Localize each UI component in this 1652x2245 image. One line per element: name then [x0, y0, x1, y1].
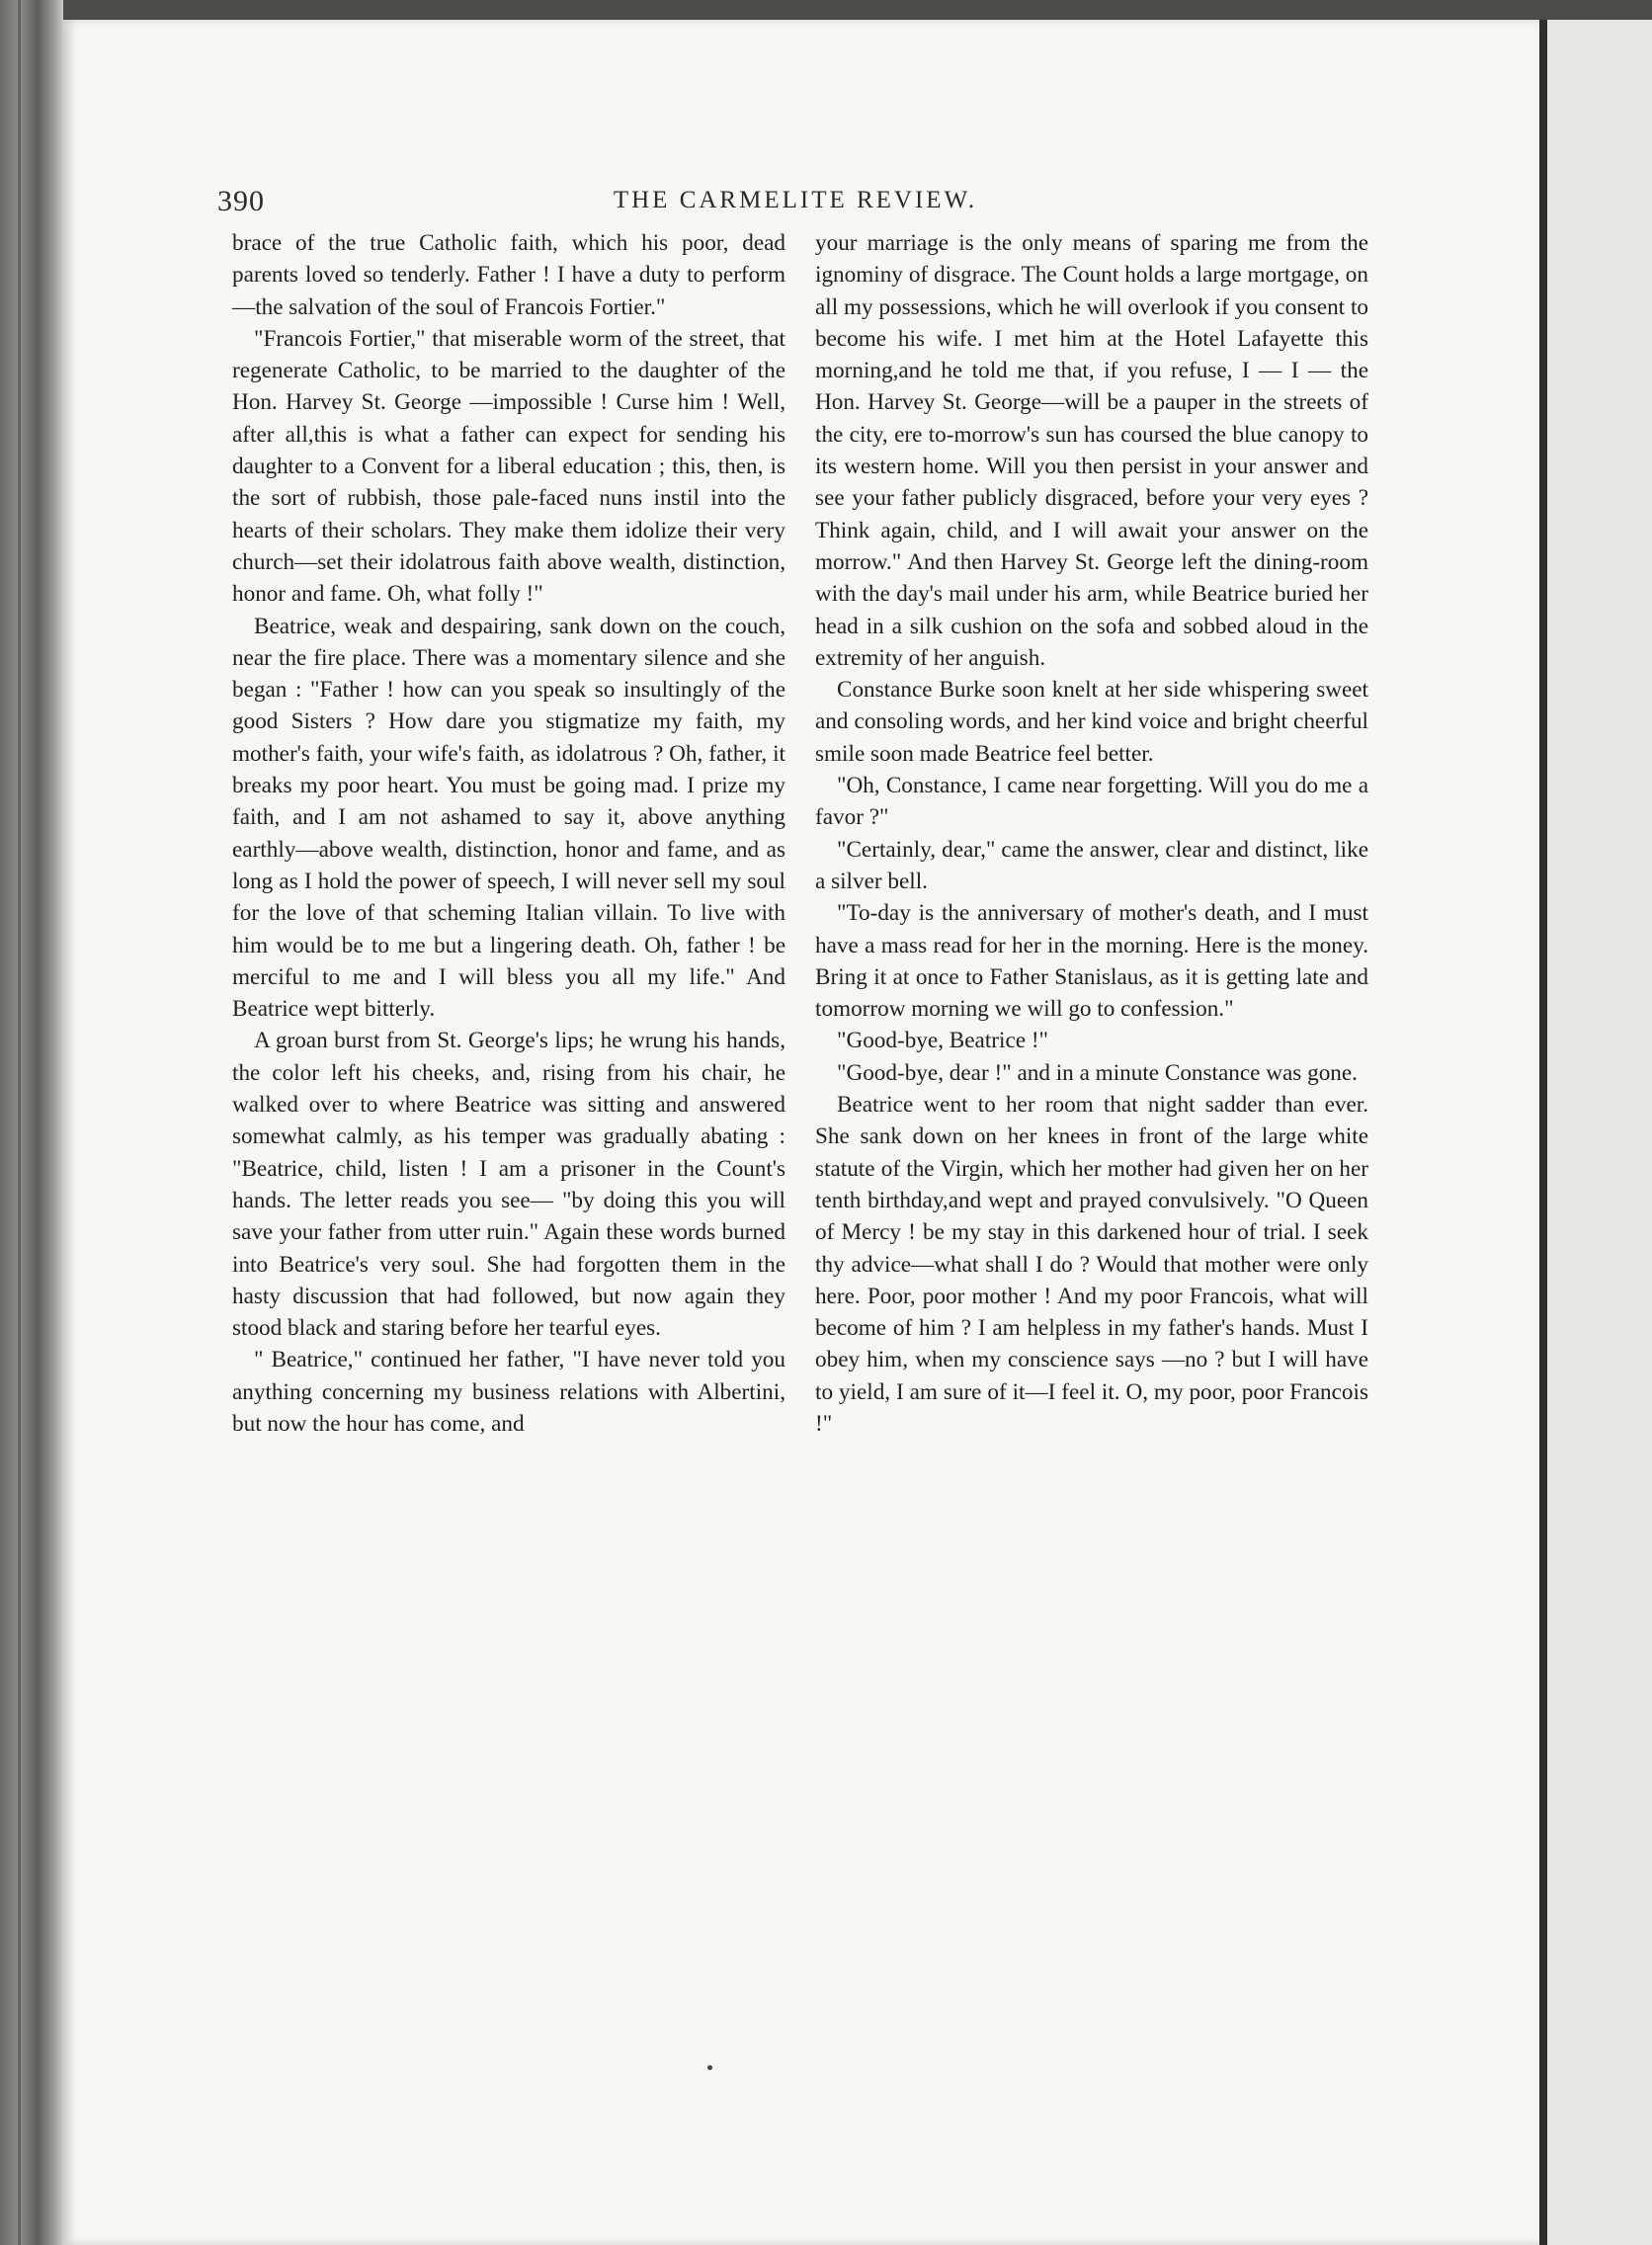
paragraph: Beatrice went to her room that night sadder than ever. She sank down on her knees in front of the large white statute of the Virgin, which her mother had given her on her tenth birthday,and wept and prayed convulsively. "O Queen of Mercy ! be my stay in this darkened hour of trial. I seek thy advice—what shall I do ? Would that mother were only here. Poor, poor mother ! And my poor Francois, what will become of him ? I am helpless in my father's hands. Must I obey him, when my conscience says —no ? but I will have to yield, I am sure of it—I feel it. O, my poor, poor Francois !" [815, 1092, 1368, 1437]
paragraph: your marriage is the only means of sparing me from the ignominy of disgrace. The Count holds a large mortgage, on all my possessions, which he will overlook if you consent to become his wife. I met him at the Hotel Lafayette this morning,and he told me that, if you refuse, I — I — the Hon. Harvey St. George—will be a pauper in the streets of the city, ere to-morrow's sun has coursed the blue canopy to its western home. Will you then persist in your answer and see your father publicly disgraced, before your very eyes ? Think again, child, and I will await your answer on the morrow." And then Harvey St. George left the dining-room with the day's mail under his arm, while Beatrice buried her head in a silk cushion on the sofa and sobbed aloud in the extremity of her anguish. [815, 230, 1368, 671]
paragraph: "Oh, Constance, I came near forgetting. Will you do me a favor ?" [815, 773, 1368, 831]
paragraph: A groan burst from St. George's lips; he wrung his hands, the color left his cheeks, and, rising from his chair, he walked over to where Beatrice was sitting and answered somewhat calmly, as his temper was gradually abating : "Beatrice, child, listen ! I am a prisoner in the Count's hands. The letter reads you see— "by doing this you will save your father from utter ruin." Again these words burned into Beatrice's very soul. She had forgotten them in the hasty discussion that had followed, but now again they stood black and staring before her tearful eyes. [232, 1028, 785, 1342]
ink-speck [707, 2065, 712, 2070]
book-spine [0, 0, 63, 2245]
page-number: 390 [217, 185, 265, 217]
page-edge [1539, 20, 1547, 2245]
spine-binding-line [18, 0, 21, 2245]
paragraph: brace of the true Catholic faith, which his poor, dead parents loved so tenderly. Father ! I have a duty to perform —the salvation of the soul of Francois Fortier." [232, 230, 785, 320]
paragraph: " Beatrice," continued her father, "I have never told you anything concerning my business relations with Albertini, but now the hour has come, and [232, 1347, 785, 1437]
page-header [217, 185, 1373, 224]
journal-title: THE CARMELITE REVIEW. [613, 187, 978, 213]
paragraph: "Good-bye, dear !" and in a minute Constance was gone. [837, 1059, 1358, 1086]
scan-top-border [0, 0, 1652, 22]
left-text-column [232, 227, 785, 1440]
scan-right-margin [1547, 20, 1652, 2245]
right-text-column [815, 227, 1368, 1440]
paragraph: Constance Burke soon knelt at her side whispering sweet and consoling words, and her kind voice and bright cheerful smile soon made Beatrice feel better. [815, 677, 1368, 767]
paragraph: Beatrice, weak and despairing, sank down on the couch, near the fire place. There was a momentary silence and she began : "Father ! how can you speak so insultingly of the good Sisters ? How dare you stigmatize my faith, my mother's faith, your wife's faith, as idolatrous ? Oh, father, it breaks my poor heart. You must be going mad. I prize my faith, and I am not ashamed to say it, above anything earthly—above wealth, distinction, honor and fame, and as long as I hold the power of speech, I will never sell my soul for the love of that scheming Italian villain. To live with him would be to me but a lingering death. Oh, father ! be merciful to me and I will bless you all my life." And Beatrice wept bitterly. [232, 613, 785, 1023]
paragraph: "Francois Fortier," that miserable worm of the street, that regenerate Catholic, to be married to the daughter of the Hon. Harvey St. George —impossible ! Curse him ! Well, after all,this is what a father can expect for sending his daughter to a Convent for a liberal education ; this, then, is the sort of rubbish, those pale-faced nuns instil into the hearts of their scholars. They make them idolize their very church—set their idolatrous faith above wealth, distinction, honor and fame. Oh, what folly !" [232, 325, 785, 608]
paragraph: "Certainly, dear," came the answer, clear and distinct, like a silver bell. [815, 836, 1368, 894]
paragraph: "Good-bye, Beatrice !" [837, 1028, 1049, 1054]
paragraph: "To-day is the anniversary of mother's death, and I must have a mass read for her in the morning. Here is the money. Bring it at once to Father Stanislaus, as it is getting late and tomorrow morning we will go to confession." [815, 900, 1368, 1023]
